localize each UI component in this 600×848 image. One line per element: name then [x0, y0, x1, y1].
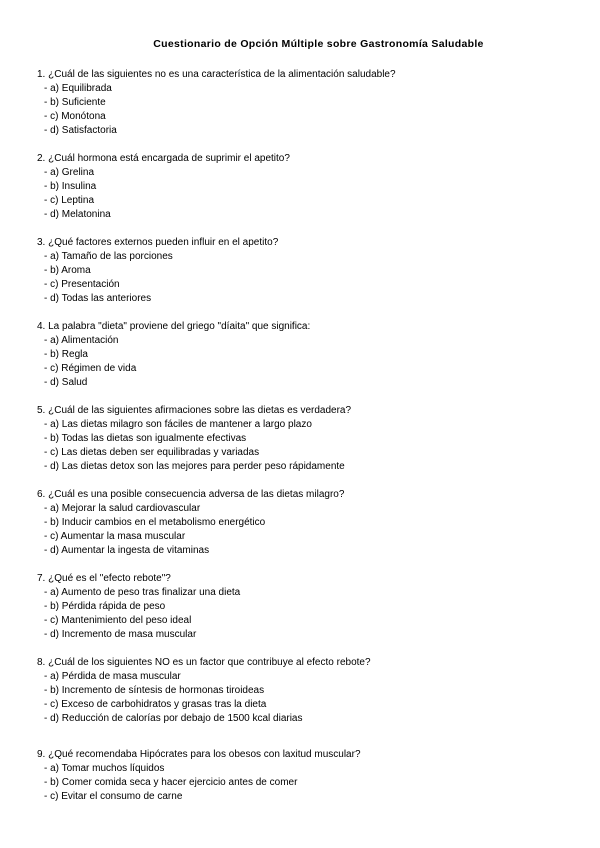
- option-list: [37, 334, 580, 390]
- answer-option: - a) Aumento de peso tras finalizar una dieta: [44, 586, 580, 600]
- answer-option: - b) Regla: [44, 348, 580, 362]
- option-list: [37, 250, 580, 306]
- question-9: [37, 748, 580, 804]
- question-4: [37, 320, 580, 390]
- question-3: [37, 236, 580, 306]
- answer-option: - c) Leptina: [44, 194, 580, 208]
- option-list: [37, 762, 580, 804]
- answer-option: - a) Las dietas milagro son fáciles de mantener a largo plazo: [44, 418, 580, 432]
- answer-option: - b) Pérdida rápida de peso: [44, 600, 580, 614]
- question-1: [37, 68, 580, 138]
- answer-option: - b) Insulina: [44, 180, 580, 194]
- question-text: 6. ¿Cuál es una posible consecuencia adversa de las dietas milagro?: [37, 489, 345, 500]
- question-text: 5. ¿Cuál de las siguientes afirmaciones sobre las dietas es verdadera?: [37, 405, 352, 416]
- answer-option: - d) Incremento de masa muscular: [44, 628, 580, 642]
- answer-option: - c) Aumentar la masa muscular: [44, 530, 580, 544]
- question-6: [37, 488, 580, 558]
- answer-option: - b) Comer comida seca y hacer ejercicio antes de comer: [44, 776, 580, 790]
- option-list: [37, 586, 580, 642]
- answer-option: - c) Las dietas deben ser equilibradas y variadas: [44, 446, 580, 460]
- answer-option: - d) Aumentar la ingesta de vitaminas: [44, 544, 580, 558]
- answer-option: - c) Presentación: [44, 278, 580, 292]
- question-8: [37, 656, 580, 726]
- question-text: 2. ¿Cuál hormona está encargada de suprimir el apetito?: [37, 153, 290, 164]
- answer-option: - a) Tamaño de las porciones: [44, 250, 580, 264]
- question-text: 3. ¿Qué factores externos pueden influir en el apetito?: [37, 237, 279, 248]
- option-list: [37, 166, 580, 222]
- question-5: [37, 404, 580, 474]
- answer-option: - a) Alimentación: [44, 334, 580, 348]
- answer-option: - b) Incremento de síntesis de hormonas tiroideas: [44, 684, 580, 698]
- option-list: [37, 82, 580, 138]
- answer-option: - d) Las dietas detox son las mejores para perder peso rápidamente: [44, 460, 580, 474]
- option-list: [37, 670, 580, 726]
- question-7: [37, 572, 580, 642]
- answer-option: - b) Todas las dietas son igualmente efectivas: [44, 432, 580, 446]
- answer-option: - d) Melatonina: [44, 208, 580, 222]
- answer-option: - c) Régimen de vida: [44, 362, 580, 376]
- answer-option: - a) Grelina: [44, 166, 580, 180]
- answer-option: - b) Suficiente: [44, 96, 580, 110]
- answer-option: - a) Tomar muchos líquidos: [44, 762, 580, 776]
- option-list: [37, 418, 580, 474]
- answer-option: - c) Mantenimiento del peso ideal: [44, 614, 580, 628]
- document-title: Cuestionario de Opción Múltiple sobre Gastronomía Saludable: [153, 38, 484, 50]
- answer-option: - a) Pérdida de masa muscular: [44, 670, 580, 684]
- question-text: 7. ¿Qué es el "efecto rebote"?: [37, 573, 171, 584]
- question-text: 4. La palabra "dieta" proviene del griego "díaita" que significa:: [37, 321, 311, 332]
- question-2: [37, 152, 580, 222]
- question-list: [37, 68, 580, 804]
- answer-option: - c) Monótona: [44, 110, 580, 124]
- answer-option: - c) Evitar el consumo de carne: [44, 790, 580, 804]
- answer-option: - b) Aroma: [44, 264, 580, 278]
- question-text: 9. ¿Qué recomendaba Hipócrates para los obesos con laxitud muscular?: [37, 749, 361, 760]
- answer-option: - a) Equilibrada: [44, 82, 580, 96]
- question-text: 8. ¿Cuál de los siguientes NO es un factor que contribuye al efecto rebote?: [37, 657, 371, 668]
- answer-option: - d) Satisfactoria: [44, 124, 580, 138]
- question-text: 1. ¿Cuál de las siguientes no es una característica de la alimentación saludable?: [37, 69, 396, 80]
- answer-option: - d) Salud: [44, 376, 580, 390]
- answer-option: - a) Mejorar la salud cardiovascular: [44, 502, 580, 516]
- answer-option: - d) Reducción de calorías por debajo de 1500 kcal diarias: [44, 712, 580, 726]
- answer-option: - b) Inducir cambios en el metabolismo energético: [44, 516, 580, 530]
- answer-option: - c) Exceso de carbohidratos y grasas tras la dieta: [44, 698, 580, 712]
- option-list: [37, 502, 580, 558]
- answer-option: - d) Todas las anteriores: [44, 292, 580, 306]
